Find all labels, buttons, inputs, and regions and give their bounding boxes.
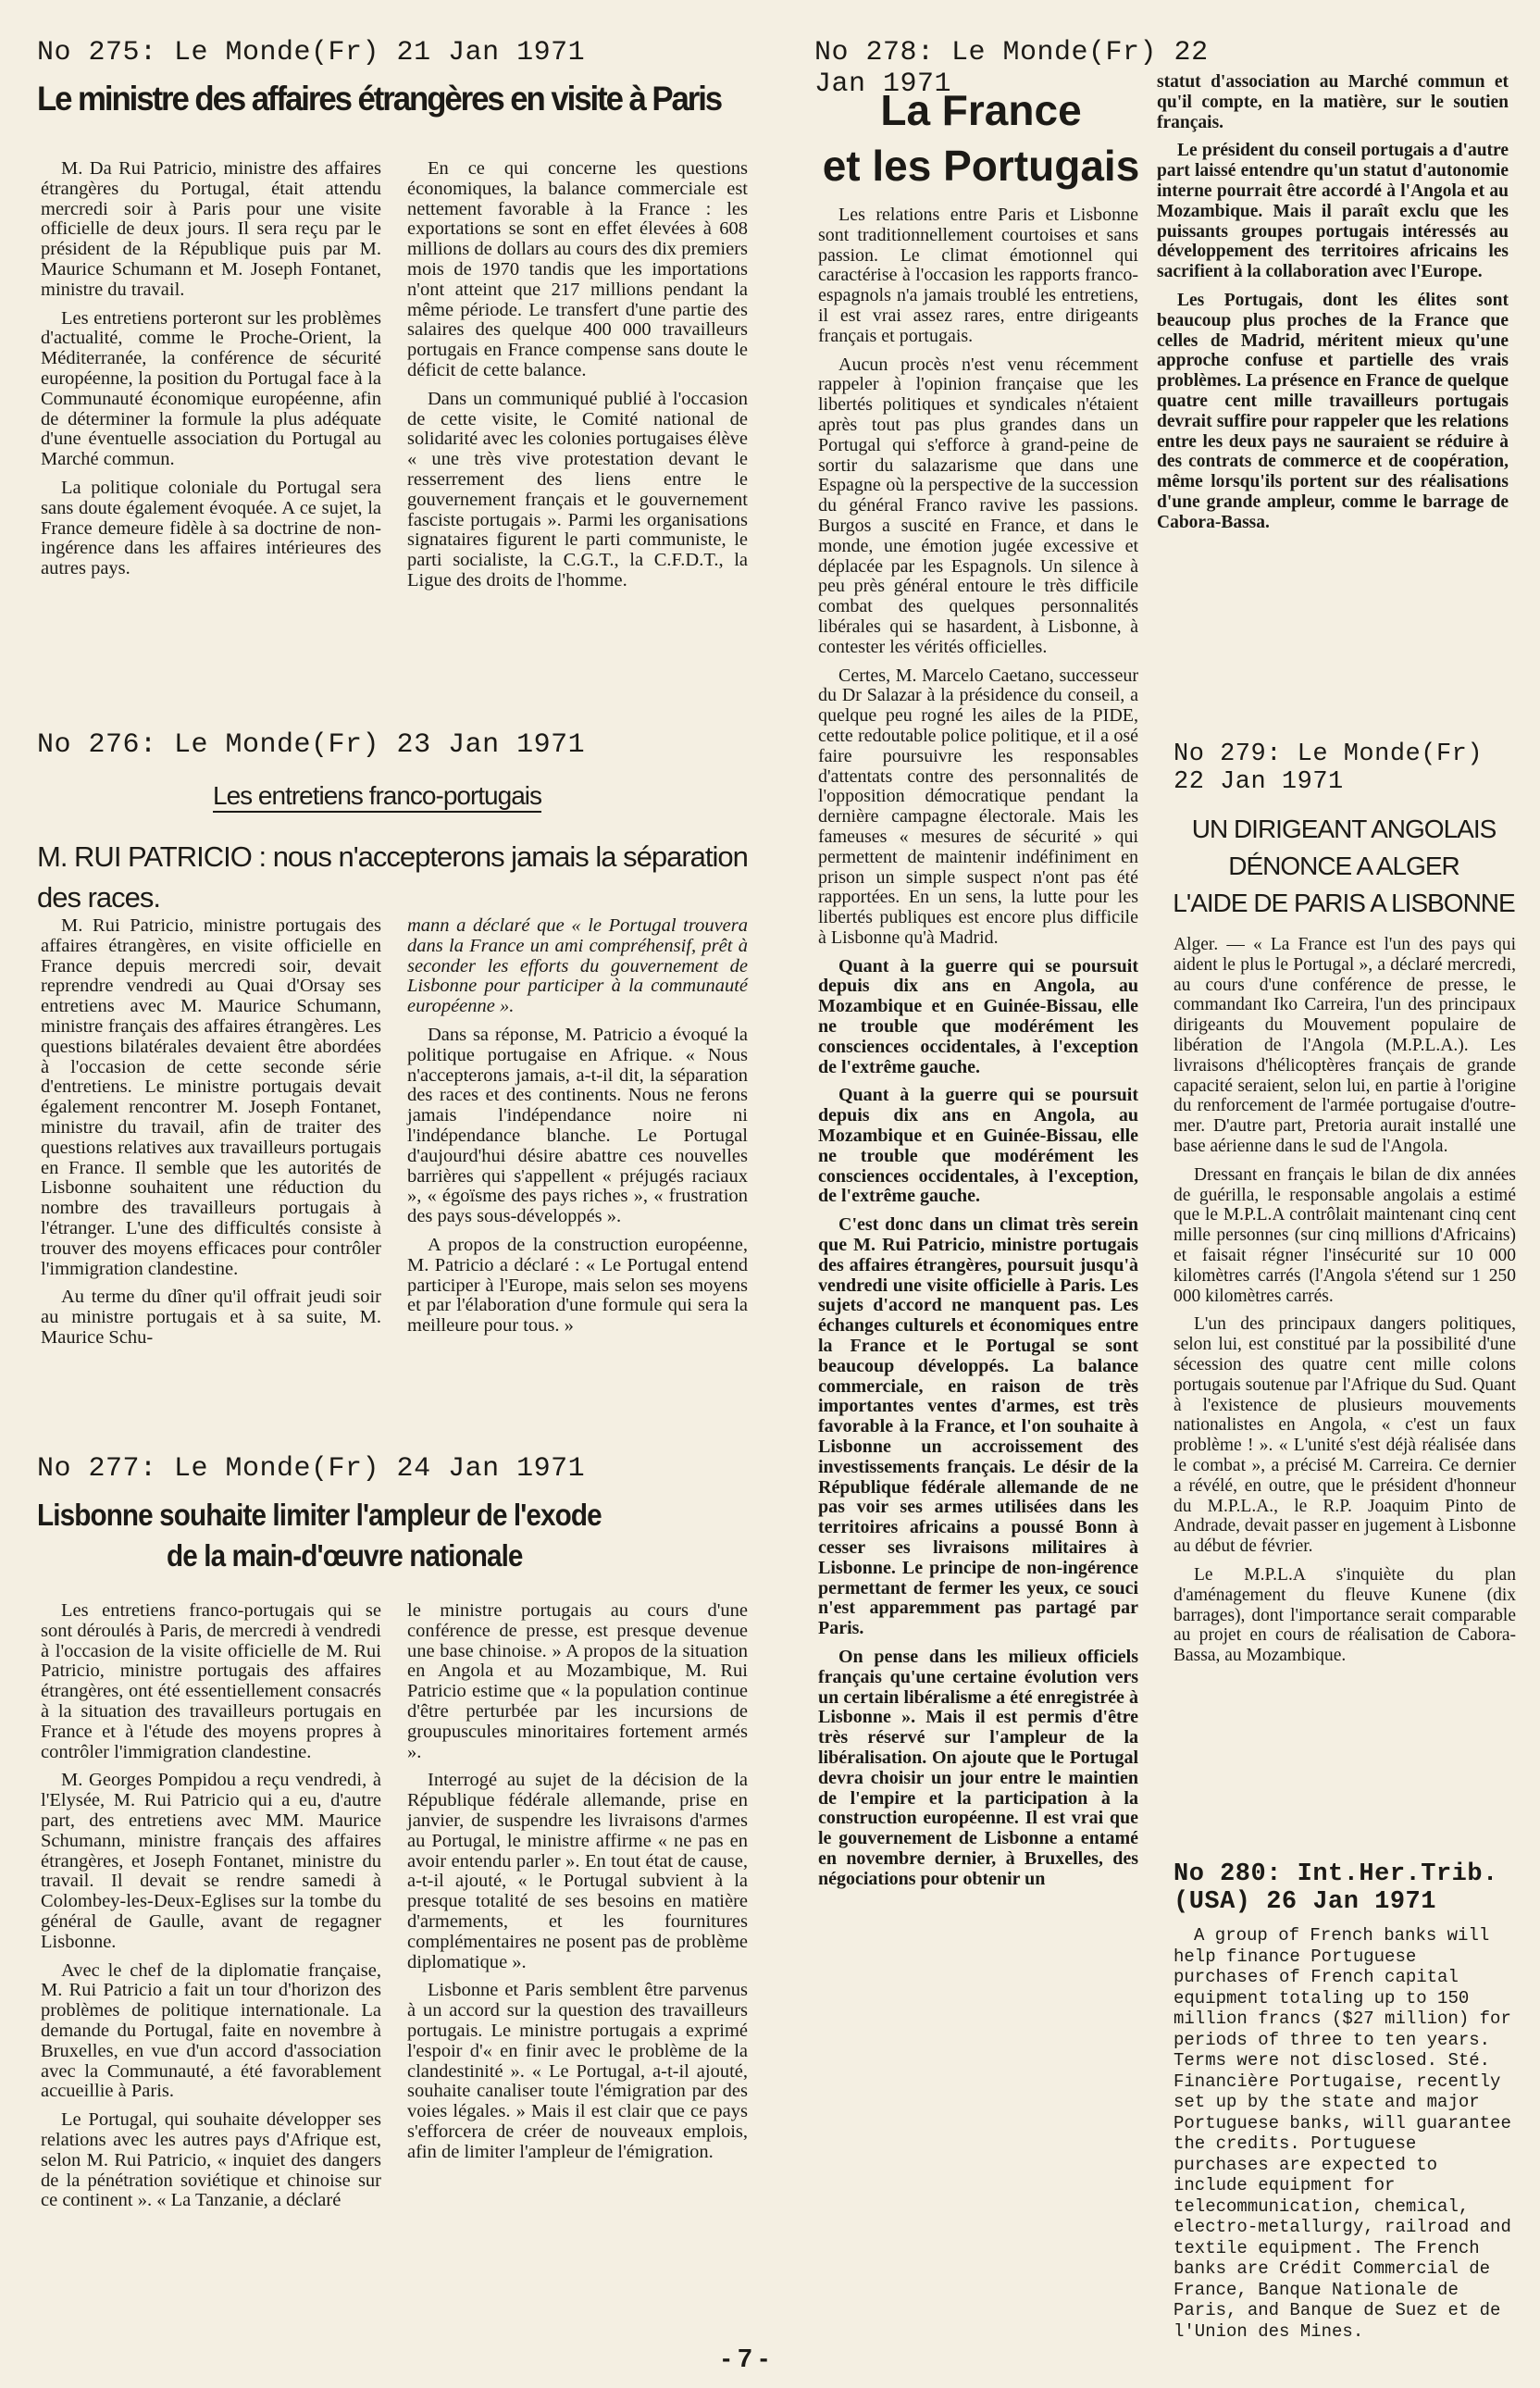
article-278-col1 bbox=[818, 205, 1138, 1898]
article-title-line1: UN DIRIGEANT ANGOLAIS bbox=[1191, 815, 1497, 843]
paragraph: En ce qui concerne les questions économiques, la balance commerciale est nettement favorable à la France : les exportations se sont en effet élevées à 608 millions de dollars au cours des dix premiers mois de 1970 tandis que les importations n'ont atteint que 217 millions pendant la même période. Le transfert d'une partie des salaires des quelque 400 000 travailleurs portugais en France compense sans doute le déficit de cette balance. bbox=[407, 158, 748, 380]
article-title-line1: La France bbox=[880, 86, 1082, 134]
article-275-col2 bbox=[407, 159, 748, 600]
article-275-col1 bbox=[41, 159, 381, 588]
paragraph: mann a déclaré que « le Portugal trouvera dans la France un ami compréhensif, prêt à seconder les efforts du gouvernement de Lisbonne pour participer à la communauté européenne ». bbox=[407, 915, 748, 1017]
paragraph: Certes, M. Marcelo Caetano, successeur du Dr Salazar à la présidence du conseil, a quelque peu rogné les ailes de la PIDE, cette redoutable police politique, et il a osé faire poursuivre les responsables d'attentats contre des personnalités de l'opposition démocratique pendant la dernière campagne électorale. Mais les fameuses « mesures de sécurité » qui permettent de maintenir indéfiniment en prison un simple suspect n'ont pas été rapportées. En un sens, la lutte pour les libertés publiques est encore plus difficile à Lisbonne qu'à Madrid. bbox=[818, 665, 1138, 948]
article-title-line3: L'AIDE DE PARIS A LISBONNE bbox=[1173, 889, 1515, 917]
paragraph: Dans un communiqué publié à l'occasion de cette visite, le Comité national de solidarité avec les colonies portugaises élève « une très vive protestation devant le resserrement des liens entre le gouvernement français et le gouvernement fasciste portugais ». Parmi les organisations signataires figurent le parti communiste, le parti socialiste, la C.G.T., la C.F.D.T., la Ligue des droits de l'homme. bbox=[407, 388, 748, 591]
paragraph: Quant à la guerre qui se poursuit depuis dix ans en Angola, au Mozambique et en Guinée-Bissau, elle ne trouble que modérément les consciences occidentales, à l'exception, de l'extrême gauche. bbox=[818, 1085, 1138, 1207]
paragraph: Dressant en français le bilan de dix années de guérilla, le responsable angolais a estimé que le M.P.L.A contrôlait maintenant cinq cent mille personnes (sur cinq millions d'Africains) et faisait régner l'insécurité sur 10 000 kilomètres carrés (l'Angola s'étend sur 1 250 000 kilomètres carrés. bbox=[1174, 1164, 1516, 1306]
article-header-line2: 22 Jan 1971 bbox=[1174, 768, 1344, 796]
article-header-line1: No 280: Int.Her.Trib. bbox=[1174, 1860, 1498, 1888]
article-title-line1: Lisbonne souhaite limiter l'ampleur de l'exode bbox=[37, 1498, 602, 1532]
article-header: No 275: Le Monde(Fr) 21 Jan 1971 bbox=[37, 37, 586, 68]
article-title: M. RUI PATRICIO : nous n'accepterons jamais la séparation des races. bbox=[37, 840, 748, 914]
article-277-col1 bbox=[41, 1601, 381, 2220]
paragraph: C'est donc dans un climat très serein que M. Rui Patricio, ministre portugais des affaires étrangères, poursuit jusqu'à vendredi une visite officielle à Paris. Les sujets d'accord ne manquent pas. Les échanges culturels et économiques entre la France et le Portugal se sont beaucoup développés. La balance commerciale, en raison de très importantes ventes d'armes, est très favorable à la France, et l'on souhaite à Lisbonne un accroissement des investissements français. Le désir de la République fédérale allemande de ne pas voir ses armes utilisées dans les territoires africains a poussé Bonn à cesser ses livraisons militaires à Lisbonne. Le principe de non-ingérence permettant de fermer les yeux, ce souci n'est apparemment pas partagé par Paris. bbox=[818, 1214, 1138, 1639]
article-kicker: Les entretiens franco-portugais bbox=[213, 781, 541, 813]
article-title-line2: et les Portugais bbox=[822, 142, 1140, 190]
article-276-col2 bbox=[407, 916, 748, 1345]
paragraph: A propos de la construction européenne, M. Patricio a déclaré : « Le Portugal entend participer à l'Europe, mais selon ses moyens et par l'élaboration d'une formule qui sera la meilleure pour tous. » bbox=[407, 1234, 748, 1337]
article-header-line2: (USA) 26 Jan 1971 bbox=[1174, 1888, 1436, 1916]
paragraph: Les entretiens franco-portugais qui se sont déroulés à Paris, de mercredi à vendredi à l'occasion de la visite officielle de M. Rui Patricio, ministre portugais des affaires étrangères, ont été essentiellement consacrés à la situation des travailleurs portugais en France et à l'étude des moyens propres à contrôler l'immigration clandestine. bbox=[41, 1600, 381, 1762]
article-278-col2 bbox=[1157, 72, 1509, 541]
paragraph: L'un des principaux dangers politiques, selon lui, est constitué par la possibilité d'une sécession des quatre cent mille colons portugais soutenue par l'Afrique du Sud. Quant à l'existence de plusieurs mouvements nationalistes en Angola, « c'est un faux problème ! ». « L'unité s'est déjà réalisée dans le combat », a précisé M. Carreira. Ce dernier a révélé, en outre, que le président d'honneur du M.P.L.A., le R.P. Joaquim Pinto de Andrade, devait passer en jugement à Lisbonne au début de février. bbox=[1174, 1314, 1516, 1557]
article-280-body bbox=[1174, 1925, 1516, 2350]
page-number: - 7 - bbox=[722, 2344, 768, 2372]
paragraph: Aucun procès n'est venu récemment rappeler à l'opinion française que les libertés politiques et syndicales n'étaient après tout pas plus grandes dans un Portugal qui s'efforce à grand-peine de sortir du salazarisme que dans une Espagne où la perspective de la succession du général Franco ravive les passions. Burgos a suscité en France, et dans le monde, une émotion jugée excessive et déplacée par les Espagnols. Un silence à peu près général entoure le très difficile combat des quelques personnalités libérales qui se hasardent, à Lisbonne, à contester les vérités officielles. bbox=[818, 354, 1138, 657]
paragraph: Les relations entre Paris et Lisbonne sont traditionnellement courtoises et sans passion. Le climat émotionnel qui caractérise à l'occasion les rapports franco-espagnols n'a jamais troublé les entretiens, il est vrai assez rares, entre dirigeants français et portugais. bbox=[818, 205, 1138, 346]
article-277-col2 bbox=[407, 1601, 748, 2171]
paragraph: Les entretiens porteront sur les problèmes d'actualité, comme le Proche-Orient, la Méditerranée, la conférence de sécurité européenne, la position du Portugal face à la Communauté économique européenne, afin de déterminer la formule la plus adéquate d'une éventuelle association du Portugal au Marché commun. bbox=[41, 307, 381, 470]
paragraph: Alger. — « La France est l'un des pays qui aident le plus le Portugal », a déclaré mercredi, au cours d'une conférence de presse, le commandant Iko Carreira, l'un des principaux dirigeants du Mouvement populaire de libération de l'Angola (M.P.L.A.). Les livraisons d'hélicoptères français de grande capacité seraient, selon lui, en partie à l'origine du renforcement de l'armée portugaise d'outre-mer. D'autre part, Pretoria aurait installé une base aérienne dans le sud de l'Angola. bbox=[1174, 935, 1516, 1156]
paragraph: On pense dans les milieux officiels français qu'une certaine évolution vers un certain libéralisme a été enregistrée à Lisbonne ». Mais il est permis d'être très réservé sur l'ampleur de la libéralisation. On ajoute que le Portugal devra choisir un jour entre le maintien de l'empire et la participation à la construction européenne. Il est vrai que le gouvernement de Lisbonne a entamé en novembre dernier, à Bruxelles, des négociations pour obtenir un bbox=[818, 1646, 1138, 1889]
article-279 bbox=[1174, 740, 1516, 796]
paragraph: Au terme du dîner qu'il offrait jeudi soir au ministre portugais et à sa suite, M. Maurice Schu- bbox=[41, 1287, 381, 1348]
article-header: No 278: Le Monde(Fr) 22 Jan 1971 bbox=[814, 37, 1209, 100]
paragraph: Le Portugal, qui souhaite développer ses relations avec les autres pays d'Afrique est, selon M. Rui Patricio, « inquiet des dangers de la pénétration soviétique et chinoise sur ce continent ». « La Tanzanie, a déclaré bbox=[41, 2109, 381, 2211]
article-header: No 277: Le Monde(Fr) 24 Jan 1971 bbox=[37, 1453, 586, 1485]
paragraph: M. Da Rui Patricio, ministre des affaires étrangères du Portugal, était attendu mercredi soir à Paris pour une visite officielle de deux jours. Il sera reçu par le président de la République puis par M. Maurice Schumann et M. Joseph Fontanet, ministre du travail. bbox=[41, 158, 381, 300]
article-header-line1: No 279: Le Monde(Fr) bbox=[1174, 740, 1484, 768]
article-280 bbox=[1174, 1860, 1516, 1916]
article-title-line2: de la main-d'œuvre nationale bbox=[167, 1538, 523, 1573]
paragraph: A group of French banks will help finance Portuguese purchases of French capital equipment totaling up to 150 million francs ($27 million) for periods of three to ten years. Terms were not disclosed. Sté. Financière Portugaise, recently set up by the state and major Portuguese banks, will guarantee the credits. Portuguese purchases are expected to include equipment for telecommunication, chemical, electro-metallurgy, railroad and textile equipment. The French banks are Crédit Commercial de France, Banque Nationale de Paris, and Banque de Suez et de l'Union des Mines. bbox=[1174, 1925, 1511, 2342]
paragraph: M. Georges Pompidou a reçu vendredi, à l'Elysée, M. Rui Patricio qui a eu, d'autre part, des entretiens avec MM. Maurice Schumann, ministre français des affaires étrangères, et Joseph Fontanet, ministre du travail. Il devait se rendre samedi à Colombey-les-Deux-Eglises sur la tombe du général de Gaulle, avant de regagner Lisbonne. bbox=[41, 1770, 381, 1952]
article-278-title bbox=[814, 85, 1148, 191]
paragraph: Lisbonne et Paris semblent être parvenus à un accord sur la question des travailleurs portugais. Le ministre portugais a exprimé l'espoir d'« en finir avec le problème de la clandestinité ». « Le Portugal, a-t-il ajouté, souhaite canaliser toute l'émigration par des voies légales. » Mais il est clair que ce pays s'efforcera de créer de nouveaux emplois, afin de limiter l'ampleur de l'émigration. bbox=[407, 1980, 748, 2162]
article-279-title bbox=[1168, 811, 1520, 922]
paragraph: Interrogé au sujet de la décision de la République fédérale allemande, prise en janvier, de suspendre les livraisons d'armes au Portugal, le ministre affirme « ne pas en avoir entendu parler ». En tout état de cause, a-t-il ajouté, « le Portugal subvient à la presque totalité de ses besoins en matière d'armements, et les fournitures complémentaires ne posent pas de problème diplomatique ». bbox=[407, 1770, 748, 1972]
article-279-body bbox=[1174, 935, 1516, 1674]
article-275 bbox=[37, 37, 796, 118]
article-header: No 276: Le Monde(Fr) 23 Jan 1971 bbox=[37, 729, 586, 761]
paragraph: Les Portugais, dont les élites sont beaucoup plus proches de la France que celles de Madrid, méritent mieux qu'une approche confuse et partielle des vrais problèmes. La présence en France de quelque quatre cent mille travailleurs portugais devrait suffire pour rappeler que les relations entre les deux pays ne sauraient se réduire à des contrats de commerce et de coopération, même lorsqu'ils portent sur des réalisations d'une grande ampleur, comme le barrage de Cabora-Bassa. bbox=[1157, 290, 1509, 532]
article-276-col1 bbox=[41, 916, 381, 1357]
paragraph: Dans sa réponse, M. Patricio a évoqué la politique portugaise en Afrique. « Nous n'accepterons jamais, a-t-il dit, la séparation des races et des continents. Nous ne ferons jamais l'indépendance noire ni l'indépendance blanche. Le Portugal d'aujourd'hui désire abattre ces nouvelles barrières qui s'appellent « préjugés raciaux », « égoïsme des pays riches », « frustration des pays sous-développés ». bbox=[407, 1024, 748, 1227]
article-title-line2: DÉNONCE A ALGER bbox=[1228, 852, 1459, 880]
paragraph: Quant à la guerre qui se poursuit depuis dix ans en Angola, au Mozambique et en Guinée-Bissau, elle ne trouble que modérément les consciences occidentales, à l'exception de l'extrême gauche. bbox=[818, 955, 1138, 1077]
article-title: Le ministre des affaires étrangères en visite à Paris bbox=[37, 80, 722, 118]
paragraph: Avec le chef de la diplomatie française, M. Rui Patricio a fait un tour d'horizon des problèmes de politique internationale. La demande du Portugal, faite en novembre à Bruxelles, en vue d'un accord d'association avec la Communauté, a été favorablement accueillie à Paris. bbox=[41, 1959, 381, 2102]
paragraph: Le président du conseil portugais a d'autre part laissé entendre qu'un statut d'autonomie interne pourrait être accordé à l'Angola et au Mozambique. Mais il paraît exclu que les puissants groupes portugais intéressés au développement des territoires africains les sacrifient à la collaboration avec l'Europe. bbox=[1157, 141, 1509, 282]
paragraph: La politique coloniale du Portugal sera sans doute également évoquée. A ce sujet, la France demeure fidèle à sa doctrine de non-ingérence dans les affaires intérieures des autres pays. bbox=[41, 477, 381, 579]
paragraph: le ministre portugais au cours d'une conférence de presse, est presque devenue une base chinoise. » A propos de la situation en Angola et au Mozambique, M. Rui Patricio estime que « la population continue d'être perturbée par les incursions de groupuscules minoritaires fortement armés ». bbox=[407, 1600, 748, 1762]
article-276 bbox=[37, 729, 796, 918]
paragraph: statut d'association au Marché commun et qu'il compte, en la matière, sur le soutien français. bbox=[1157, 72, 1509, 132]
paragraph: M. Rui Patricio, ministre portugais des affaires étrangères, en visite officielle en France depuis mercredi soir, devait reprendre vendredi au Quai d'Orsay ses entretiens avec M. Maurice Schumann, ministre français des affaires étrangères. Les questions bilatérales devaient être abordées à l'occasion de cette seconde série d'entretiens. Le ministre portugais devait également rencontrer M. Joseph Fontanet, ministre du travail, afin de traiter des questions relatives aux travailleurs portugais en France. Il semble que les autorités de Lisbonne souhaitent une réduction du nombre des travailleurs portugais à l'étranger. L'une des difficultés consiste à trouver des moyens efficaces pour contrôler l'immigration clandestine. bbox=[41, 915, 381, 1279]
paragraph: Le M.P.L.A s'inquiète du plan d'aménagement du fleuve Kunene (dix barrages), dont l'importance serait comparable au projet en cours de réalisation de Cabora-Bassa, au Mozambique. bbox=[1174, 1564, 1516, 1666]
article-277 bbox=[37, 1453, 796, 1573]
